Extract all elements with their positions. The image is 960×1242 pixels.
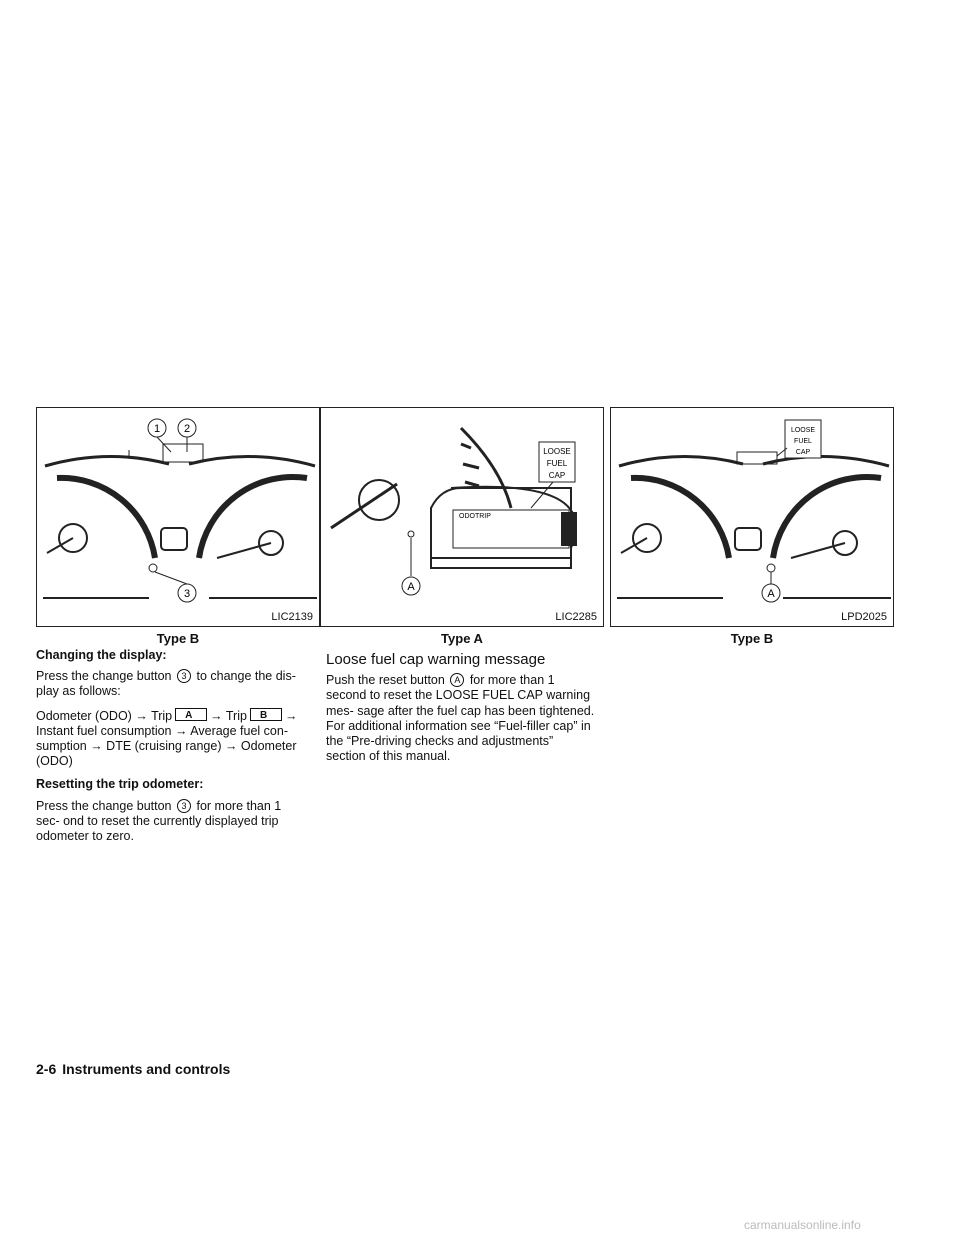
loose-text: LOOSE (543, 447, 571, 456)
figure-caption: Type A (441, 631, 483, 646)
loose-text: LOOSE (790, 427, 816, 434)
text: to change the dis- play as follows: (36, 669, 296, 699)
watermark: carmanualsonline.info (744, 1218, 861, 1232)
cluster-illustration (611, 408, 894, 627)
figure-cluster-type-a (320, 407, 604, 627)
cluster-illustration (37, 408, 320, 627)
paragraph-loose-fuel-cap (326, 673, 596, 764)
text: → Trip (210, 708, 247, 723)
trip-b-letter: B (259, 709, 268, 721)
text: for more than 1 sec- ond to reset the currently displayed trip odometer to zero. (36, 798, 282, 844)
figure-caption: Type B (156, 631, 200, 646)
callout-1: 1 (153, 423, 161, 435)
callout-3: 3 (177, 669, 191, 683)
text: Press the change button (36, 798, 172, 813)
figure-code: LIC2285 (555, 611, 597, 623)
cap-text: CAP (548, 471, 566, 480)
odo-trip-label: ODOTRIP (459, 513, 491, 520)
figure-code: LIC2139 (271, 611, 313, 623)
cluster-illustration (321, 408, 604, 627)
heading-resetting-trip: Resetting the trip odometer: (36, 777, 204, 792)
text: for more than 1 second to reset the LOOSE FUEL CAP warning mes- sage after the fuel cap has been tightened. For additional information see “Fuel-filler cap” in the “Pre-driving checks and adjustments” section of this manual. (326, 673, 595, 764)
page-footer (36, 1061, 230, 1077)
heading-changing-display: Changing the display: (36, 648, 167, 662)
heading-loose-fuel-cap: Loose fuel cap warning message (326, 651, 546, 668)
left-column (36, 648, 306, 852)
figure-code: LPD2025 (841, 611, 887, 623)
callout-a: A (767, 588, 775, 600)
fuel-text: FUEL (546, 459, 568, 468)
text: → Instant fuel consumption → Average fuel con- sumption → DTE (cruising range) → Odometer (ODO) (36, 708, 298, 769)
paragraph-reset-trip (36, 799, 306, 845)
callout-a: A (407, 581, 415, 593)
trip-b-icon (250, 708, 282, 721)
callout-3: 3 (183, 588, 191, 600)
figure-cluster-type-b-1 (36, 407, 320, 627)
text: Press the change button (36, 669, 172, 684)
paragraph-display-sequence (36, 708, 306, 770)
cap-text: CAP (795, 449, 811, 456)
figure-caption: Type B (730, 631, 774, 646)
callout-2: 2 (183, 423, 191, 435)
trip-a-icon (175, 708, 207, 721)
middle-column (326, 648, 596, 772)
fuel-text: FUEL (794, 438, 812, 445)
callout-3: 3 (177, 799, 191, 813)
page-number: 2-6 (36, 1061, 57, 1077)
paragraph-change-button (36, 669, 306, 699)
text: Odometer (ODO) → Trip (36, 708, 173, 723)
section-title: Instruments and controls (62, 1061, 231, 1077)
text: Push the reset button (326, 673, 445, 688)
trip-a-letter: A (185, 709, 193, 721)
figure-cluster-type-b-2 (610, 407, 894, 627)
callout-a: A (450, 673, 464, 687)
